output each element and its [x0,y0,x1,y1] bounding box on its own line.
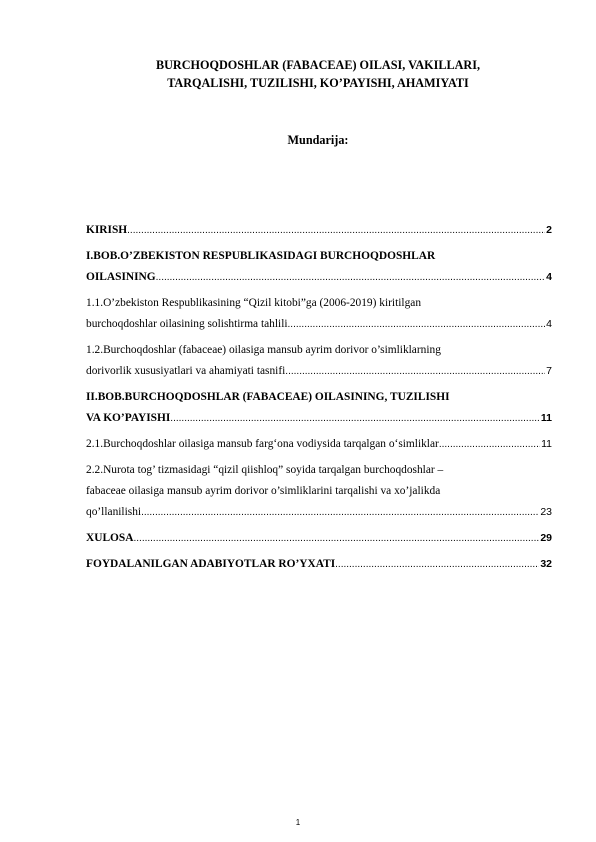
table-of-contents [86,220,552,580]
toc-entry-text: 1.1.O’zbekiston Respublikasining “Qizil kitobi”ga (2006-2019) kiritilgan [86,297,422,309]
toc-entry[interactable] [86,460,552,523]
toc-entry[interactable] [86,246,552,288]
toc-page-number: 11 [540,412,552,424]
document-title [100,56,536,92]
toc-entry-last-line [86,434,552,455]
toc-entry[interactable] [86,340,552,382]
toc-entry[interactable] [86,220,552,241]
toc-entry-last-line [86,502,552,523]
toc-entry-last-line [86,314,552,335]
toc-page-number: 4 [546,318,552,330]
toc-entry[interactable] [86,554,552,575]
toc-entry[interactable] [86,528,552,549]
toc-page-number: 11 [541,438,552,450]
toc-entry-text: dorivorlik xususiyatlari va ahamiyati tasnifi ..... [86,361,545,382]
toc-page-number: 32 [540,558,552,570]
toc-entry-line [86,246,552,267]
toc-entry-last-line [86,267,552,288]
toc-entry-last-line [86,220,552,241]
toc-entry-last-line [86,528,552,549]
toc-entry[interactable] [86,293,552,335]
toc-entry-text: 2.2.Nurota tog’ tizmasidagi “qizil qiishloq” soyida tarqalgan burchoqdoshlar – [86,464,444,476]
toc-entry-text: VA KO’PAYISHI ..... [86,408,540,429]
toc-entry-line [86,387,552,408]
toc-entry-text: 1.2.Burchoqdoshlar (fabaceae) oilasiga mansub ayrim dorivor o’simliklarning [86,344,441,356]
toc-entry-last-line [86,554,552,575]
toc-entry[interactable] [86,434,552,455]
toc-page-number: 7 [546,365,552,377]
toc-entry-text: OILASINING ..... [86,267,545,288]
toc-entry-text: 2.1.Burchoqdoshlar oilasiga mansub farg‘ona vodiysida tarqalgan o‘simliklar ..... [86,434,540,455]
toc-entry-line [86,481,552,502]
toc-entry-last-line [86,408,552,429]
toc-page-number: 2 [546,224,552,236]
toc-entry-text: qo’llanilishi ..... [86,502,539,523]
toc-entry-last-line [86,361,552,382]
page-number: 1 [295,818,301,827]
title-line-1: BURCHOQDOSHLAR (FABACEAE) OILASI, VAKILLARI, [155,58,481,72]
toc-entry-text: fabaceae oilasiga mansub ayrim dorivor o’simliklarini tarqalishi va xo’jalikda [86,485,441,497]
toc-entry-text: I.BOB.O’ZBEKISTON RESPUBLIKASIDAGI BURCHOQDOSHLAR [86,250,436,262]
toc-page-number: 4 [546,271,552,283]
toc-entry-text: burchoqdoshlar oilasining solishtirma tahlili ..... [86,314,545,335]
toc-entry-line [86,293,552,314]
toc-page-number: 29 [540,532,552,544]
toc-page-number: 23 [540,506,552,518]
toc-entry[interactable] [86,387,552,429]
toc-entry-line [86,340,552,361]
toc-heading: Mundarija: [287,133,349,147]
toc-entry-line [86,460,552,481]
toc-entry-text: XULOSA ..... [86,528,539,549]
toc-entry-text: FOYDALANILGAN ADABIYOTLAR RO’YXATI ..... [86,554,539,575]
toc-entry-text: II.BOB.BURCHOQDOSHLAR (FABACEAE) OILASINING, TUZILISHI [86,391,450,403]
title-line-2: TARQALISHI, TUZILISHI, KO’PAYISHI, AHAMIYATI [167,76,469,90]
toc-entry-text: KIRISH ..... [86,220,545,241]
